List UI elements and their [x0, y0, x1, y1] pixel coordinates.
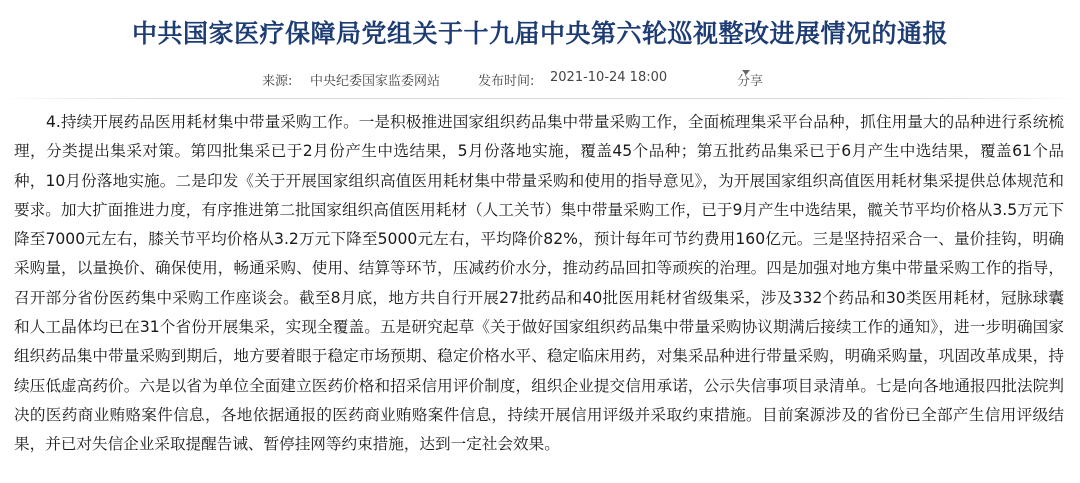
source-value: 中央纪委国家监委网站 — [310, 74, 441, 89]
page-title: 中共国家医疗保障局党组关于十九届中央第六轮巡视整改进展情况的通报 — [131, 19, 948, 48]
share-label: 分享 — [737, 74, 764, 89]
publish-time-label: 发布时间: — [478, 74, 535, 89]
divider — [0, 98, 1080, 99]
article-meta — [0, 70, 1080, 90]
article-body: 4.持续开展药品医用耗材集中带量采购工作。一是积极推进国家组织药品集中带量采购工作，全面梳理集采平台品种，抓住用量大的品种进行系统梳理，分类提出集采对策。第四批集采已于2月份产生中选结果，5月份落地实施，覆盖45个品种；第五批药品集采已于6月产生中选结果，覆盖61个品种，10月份落地实施。二是印发《关于开展国家组织高值医用耗材集中带量采购和使用的指导意见》，为开展国家组织高值医用耗材集采提供总体规范和要求。加大扩面推进力度，有序推进第二批国家组织高值医用耗材（人工关节）集中带量采购工作，已于9月产生中选结果，髋关节平均价格从3.5万元下降至7000元左右，膝关节平均价格从3.2万元下降至5000元左右，平均降价82%，预计每年可节约费用160亿元。三是坚持招采合一、量价挂钩，明确采购量，以量换价、确保使用，畅通采购、使用、结算等环节，压减药价水分，推动药品回扣等顽疾的治理。四是加强对地方集中带量采购工作的指导，召开部分省份医药集中采购工作座谈会。截至8月底，地方共自行开展27批药品和40批医用耗材省级集采，涉及332个药品和30类医用耗材，冠脉球囊和人工晶体均已在31个省份开展集采，实现全覆盖。五是研究起草《关于做好国家组织药品集中带量采购协议期满后接续工作的通知》，进一步明确国家组织药品集中带量采购到期后，地方要着眼于稳定市场预期、稳定价格水平、稳定临床用药，对集采品种进行带量采购，明确采购量，巩固改革成果，持续压低虚高药价。六是以省为单位全面建立医药价格和招采信用评价制度，组织企业提交信用承诺，公示失信事项目录清单。七是向各地通报四批法院判决的医药商业贿赂案件信息，各地依据通报的医药商业贿赂案件信息，持续开展信用评级并采取约束措施。目前案源涉及的省份已全部产生信用评级结果，并已对失信企业采取提醒告诫、暂停挂网等约束措施，达到一定社会效果。 — [14, 113, 1064, 454]
source-label: 来源: — [262, 74, 293, 89]
publish-time-value: 2021-10-24 18:00 — [550, 70, 668, 85]
chevron-down-icon — [742, 70, 750, 75]
